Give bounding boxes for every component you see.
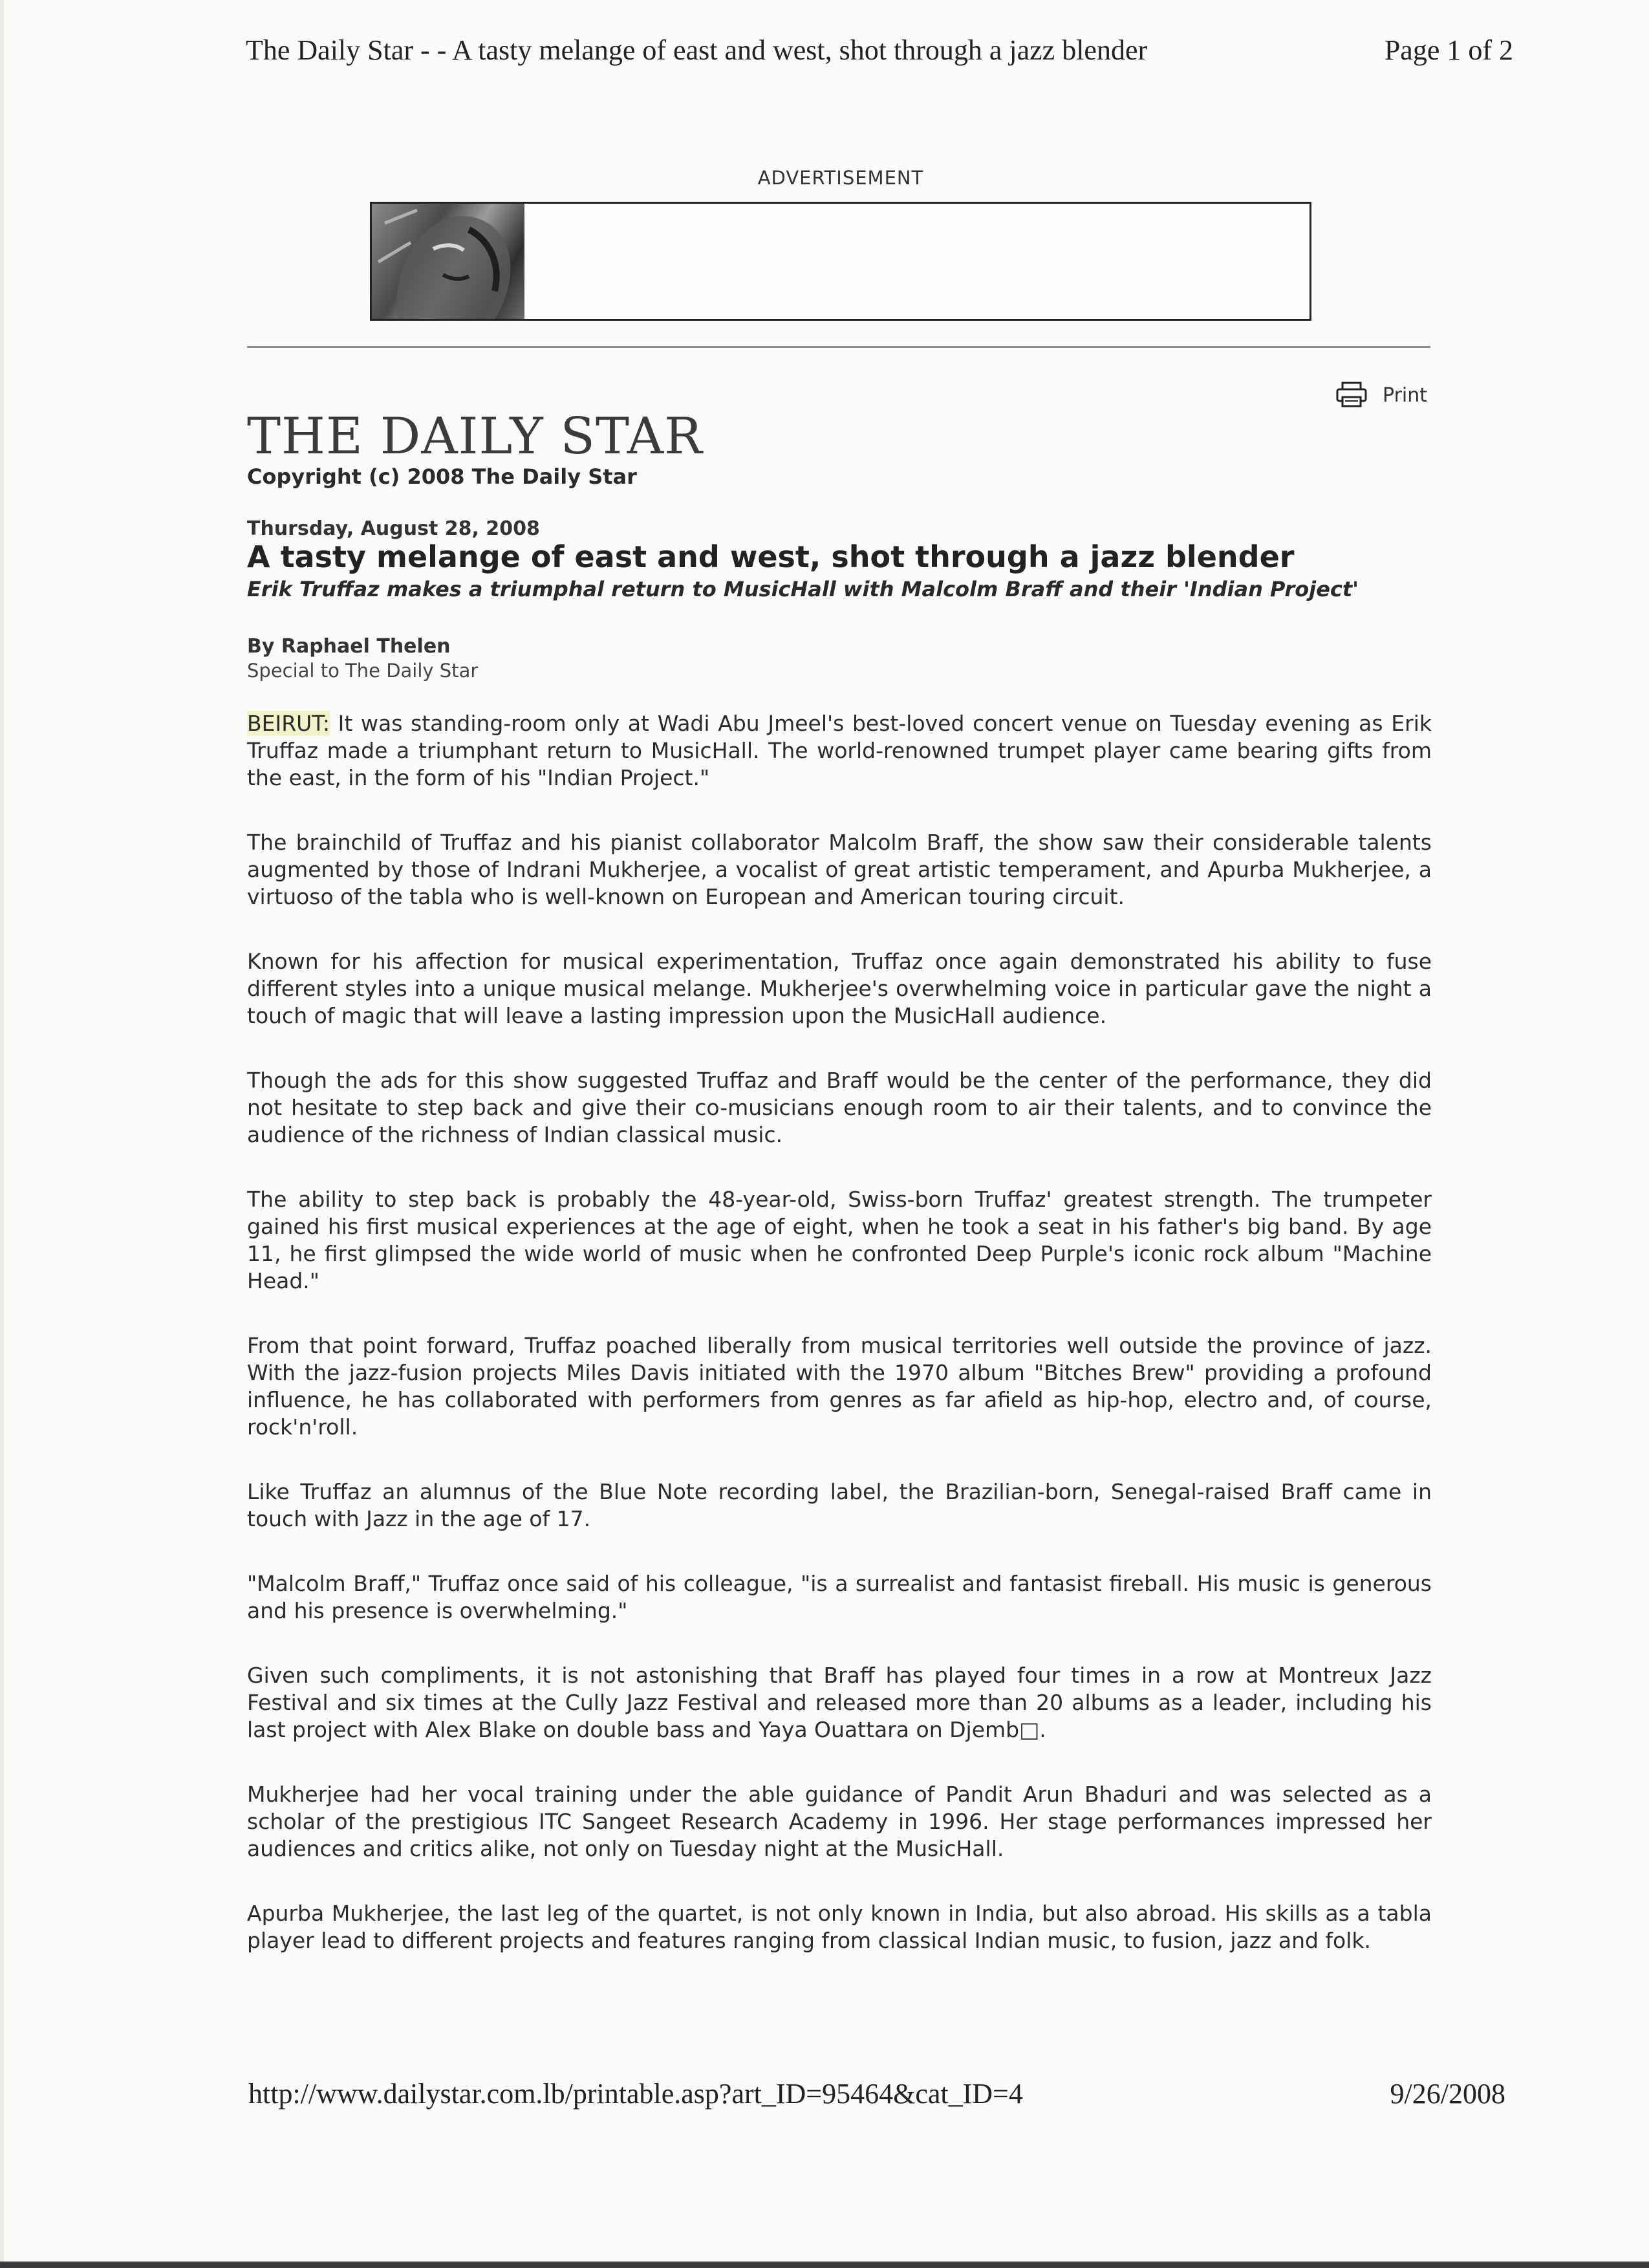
article-headline: A tasty melange of east and west, shot through a jazz blender — [247, 539, 1295, 574]
browser-print-footer — [248, 2077, 1505, 2122]
print-header-title: The Daily Star - - A tasty melange of east and west, shot through a jazz blender — [246, 34, 1148, 66]
article-paragraph: "Malcolm Braff," Truffaz once said of his colleague, "is a surrealist and fantasist fireball. His music is generous and his presence is overwhelming." — [247, 1571, 1432, 1623]
print-footer-url: http://www.dailystar.com.lb/printable.asp?art_ID=95464&cat_ID=4 — [248, 2078, 1023, 2110]
copyright-notice: Copyright (c) 2008 The Daily Star — [247, 464, 637, 489]
portrait-photo-icon — [372, 204, 524, 319]
article-paragraph: From that point forward, Truffaz poached liberally from musical territories well outside the province of jazz. With the jazz-fusion projects Miles Davis initiated with the 1970 album "Bitches Brew" providing a profound influence, he has collaborated with performers from genres as far afield as hip-hop, electro and, of course, rock'n'roll. — [247, 1333, 1432, 1440]
print-label: Print — [1383, 384, 1428, 407]
print-header-page-number: Page 1 of 2 — [1384, 34, 1513, 66]
print-button[interactable] — [1336, 380, 1433, 413]
paragraph-text: It was standing-room only at Wadi Abu Jmeel's best-loved concert venue on Tuesday evening as Erik Truffaz made a triumphant return to MusicHall. The world-renowned trumpet player came bearing gifts from the east, in the form of his "Indian Project." — [247, 711, 1432, 790]
article-byline: By Raphael Thelen — [247, 635, 451, 658]
article-paragraph: Though the ads for this show suggested Truffaz and Braff would be the center of the performance, they did not hesitate to step back and give their co-musicians enough room to air their talents, and to convince the audience of the richness of Indian classical music. — [247, 1068, 1432, 1147]
divider — [247, 346, 1430, 348]
scan-edge — [0, 0, 4, 2268]
article-paragraph: The brainchild of Truffaz and his pianist collaborator Malcolm Braff, the show saw their considerable talents augmented by those of Indrani Mukherjee, a vocalist of great artistic temperament, and Apurba Mukherjee, a virtuoso of the tabla who is well-known on European and American touring circuit. — [247, 830, 1432, 909]
masthead-logo: THE DAILY STAR — [247, 407, 703, 466]
browser-print-header — [246, 34, 1513, 79]
article-paragraph: Known for his affection for musical experimentation, Truffaz once again demonstrated his ability to fuse different styles into a unique musical melange. Mukherjee's overwhelming voice in particular gave the night a touch of magic that will leave a lasting impression upon the MusicHall audience. — [247, 949, 1432, 1028]
article-date: Thursday, August 28, 2008 — [247, 517, 540, 540]
article-paragraph: Mukherjee had her vocal training under the able guidance of Pandit Arun Bhaduri and was selected as a scholar of the prestigious ITC Sangeet Research Academy in 1996. Her stage performances impressed her audiences and critics alike, not only on Tuesday night at the MusicHall. — [247, 1782, 1432, 1861]
article-paragraph: Apurba Mukherjee, the last leg of the quartet, is not only known in India, but also abroad. His skills as a tabla player lead to different projects and features ranging from classical Indian music, to fusion, jazz and folk. — [247, 1901, 1432, 1953]
article-paragraph: Given such compliments, it is not astonishing that Braff has played four times in a row at Montreux Jazz Festival and six times at the Cully Jazz Festival and released more than 20 albums as a leader, including his last project with Alex Blake on double bass and Yaya Ouattara on Djemb□. — [247, 1663, 1432, 1742]
article-paragraph — [247, 710, 1432, 792]
article-paragraph: The ability to step back is probably the 48-year-old, Swiss-born Truffaz' greatest strength. The trumpeter gained his first musical experiences at the age of eight, when he took a seat in his father's big band. By age 11, he first glimpsed the wide world of music when he confronted Deep Purple's iconic rock album "Machine Head." — [247, 1187, 1432, 1293]
article-subhead: Erik Truffaz makes a triumphal return to MusicHall with Malcolm Braff and their 'Indian Project' — [247, 577, 1359, 601]
article-dateline: BEIRUT: — [247, 711, 330, 736]
advertisement-banner[interactable] — [370, 202, 1311, 321]
article-byline-note: Special to The Daily Star — [247, 660, 479, 682]
printer-icon — [1336, 382, 1367, 407]
advertisement-label: ADVERTISEMENT — [757, 167, 924, 189]
article-paragraph: Like Truffaz an alumnus of the Blue Note recording label, the Brazilian-born, Senegal-raised Braff came in touch with Jazz in the age of 17. — [247, 1479, 1432, 1531]
scan-edge — [0, 2262, 1649, 2268]
article-body — [247, 710, 1432, 1992]
print-footer-date: 9/26/2008 — [1390, 2078, 1505, 2110]
